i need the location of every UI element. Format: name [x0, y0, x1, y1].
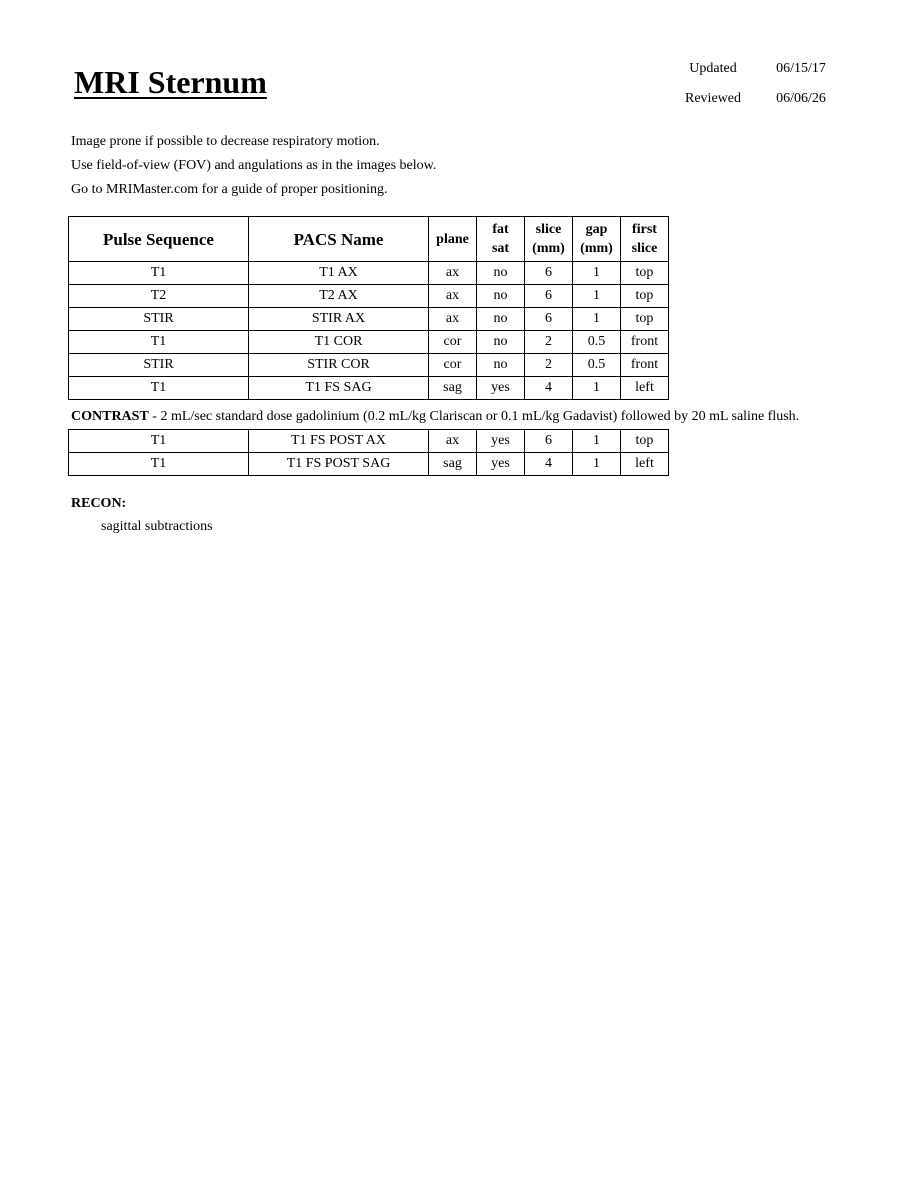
recon-text: sagittal subtractions: [101, 519, 213, 534]
intro-line: Go to MRIMaster.com for a guide of proper positioning.: [71, 182, 388, 197]
table-row: [69, 331, 669, 354]
header-gap-line1: gap: [585, 222, 608, 237]
cell-first-slice: left: [621, 453, 669, 476]
updated-row: [670, 61, 846, 91]
date-info: [670, 61, 846, 121]
cell-plane: ax: [429, 308, 477, 331]
cell-fat-sat: yes: [477, 453, 525, 476]
updated-value: 06/15/17: [776, 61, 826, 76]
header-slice: [525, 217, 573, 262]
cell-first-slice: top: [621, 308, 669, 331]
header-pacs-name: PACS Name: [249, 217, 429, 262]
intro-text: [71, 133, 436, 205]
reviewed-row: [670, 91, 846, 121]
cell-plane: cor: [429, 354, 477, 377]
cell-slice: 6: [525, 285, 573, 308]
reviewed-label: Reviewed: [685, 91, 741, 106]
cell-fat-sat: no: [477, 331, 525, 354]
intro-line: Image prone if possible to decrease respiratory motion.: [71, 134, 380, 149]
header-first-slice-line2: slice: [631, 241, 658, 256]
table-row: [69, 262, 669, 285]
cell-pulse-sequence: T2: [69, 285, 249, 308]
cell-gap: 1: [573, 430, 621, 453]
cell-slice: 4: [525, 453, 573, 476]
cell-plane: sag: [429, 377, 477, 400]
header-plane-label: plane: [436, 231, 469, 247]
header-gap-line2: (mm): [580, 241, 613, 256]
cell-fat-sat: no: [477, 354, 525, 377]
cell-gap: 1: [573, 377, 621, 400]
cell-gap: 1: [573, 285, 621, 308]
cell-slice: 4: [525, 377, 573, 400]
cell-gap: 1: [573, 453, 621, 476]
table-header-row: [69, 217, 669, 262]
cell-slice: 2: [525, 354, 573, 377]
header-first-slice-line1: first: [632, 222, 657, 237]
post-contrast-table: [68, 429, 669, 476]
cell-slice: 6: [525, 308, 573, 331]
cell-pacs-name: T1 COR: [249, 331, 429, 354]
table-row: [69, 354, 669, 377]
contrast-note: [71, 409, 799, 425]
header-fat-sat-line1: fat: [492, 222, 509, 237]
contrast-label: CONTRAST: [71, 409, 149, 424]
cell-gap: 1: [573, 308, 621, 331]
cell-fat-sat: yes: [477, 377, 525, 400]
cell-pacs-name: T1 FS POST SAG: [249, 453, 429, 476]
cell-plane: ax: [429, 285, 477, 308]
cell-pulse-sequence: T1: [69, 430, 249, 453]
cell-plane: ax: [429, 262, 477, 285]
cell-first-slice: top: [621, 285, 669, 308]
header-fat-sat-line2: sat: [491, 241, 510, 256]
cell-pulse-sequence: T1: [69, 262, 249, 285]
cell-first-slice: front: [621, 331, 669, 354]
page-title: MRI Sternum: [74, 64, 267, 100]
header-fat-sat: [477, 217, 525, 262]
cell-pulse-sequence: T1: [69, 377, 249, 400]
cell-first-slice: left: [621, 377, 669, 400]
cell-fat-sat: no: [477, 308, 525, 331]
header-gap: [573, 217, 621, 262]
cell-first-slice: top: [621, 430, 669, 453]
updated-label: Updated: [689, 61, 737, 76]
cell-pacs-name: STIR AX: [249, 308, 429, 331]
header-plane: [429, 217, 477, 262]
cell-fat-sat: no: [477, 285, 525, 308]
cell-slice: 6: [525, 262, 573, 285]
cell-gap: 1: [573, 262, 621, 285]
cell-pulse-sequence: STIR: [69, 354, 249, 377]
cell-pulse-sequence: STIR: [69, 308, 249, 331]
cell-pacs-name: T2 AX: [249, 285, 429, 308]
intro-line: Use field-of-view (FOV) and angulations as in the images below.: [71, 158, 437, 173]
cell-plane: cor: [429, 331, 477, 354]
cell-pulse-sequence: T1: [69, 331, 249, 354]
table-row: [69, 308, 669, 331]
cell-slice: 6: [525, 430, 573, 453]
cell-first-slice: top: [621, 262, 669, 285]
header-slice-line2: (mm): [532, 241, 565, 256]
cell-gap: 0.5: [573, 331, 621, 354]
cell-pacs-name: T1 FS POST AX: [249, 430, 429, 453]
recon-heading: RECON:: [71, 496, 127, 511]
contrast-text: - 2 mL/sec standard dose gadolinium (0.2 mL/kg Clariscan or 0.1 mL/kg Gadavist) followed by 20 mL saline flush.: [148, 409, 800, 424]
header-slice-line1: slice: [535, 222, 562, 237]
cell-pulse-sequence: T1: [69, 453, 249, 476]
header-pulse-sequence: Pulse Sequence: [69, 217, 249, 262]
reviewed-value: 06/06/26: [776, 91, 826, 106]
cell-pacs-name: T1 AX: [249, 262, 429, 285]
cell-first-slice: front: [621, 354, 669, 377]
cell-slice: 2: [525, 331, 573, 354]
table-row: [69, 430, 669, 453]
table-row: [69, 377, 669, 400]
cell-gap: 0.5: [573, 354, 621, 377]
table-row: [69, 285, 669, 308]
cell-plane: ax: [429, 430, 477, 453]
cell-fat-sat: no: [477, 262, 525, 285]
cell-fat-sat: yes: [477, 430, 525, 453]
cell-plane: sag: [429, 453, 477, 476]
table-row: [69, 453, 669, 476]
header-first-slice: [621, 217, 669, 262]
cell-pacs-name: T1 FS SAG: [249, 377, 429, 400]
cell-pacs-name: STIR COR: [249, 354, 429, 377]
sequence-table: [68, 216, 669, 400]
